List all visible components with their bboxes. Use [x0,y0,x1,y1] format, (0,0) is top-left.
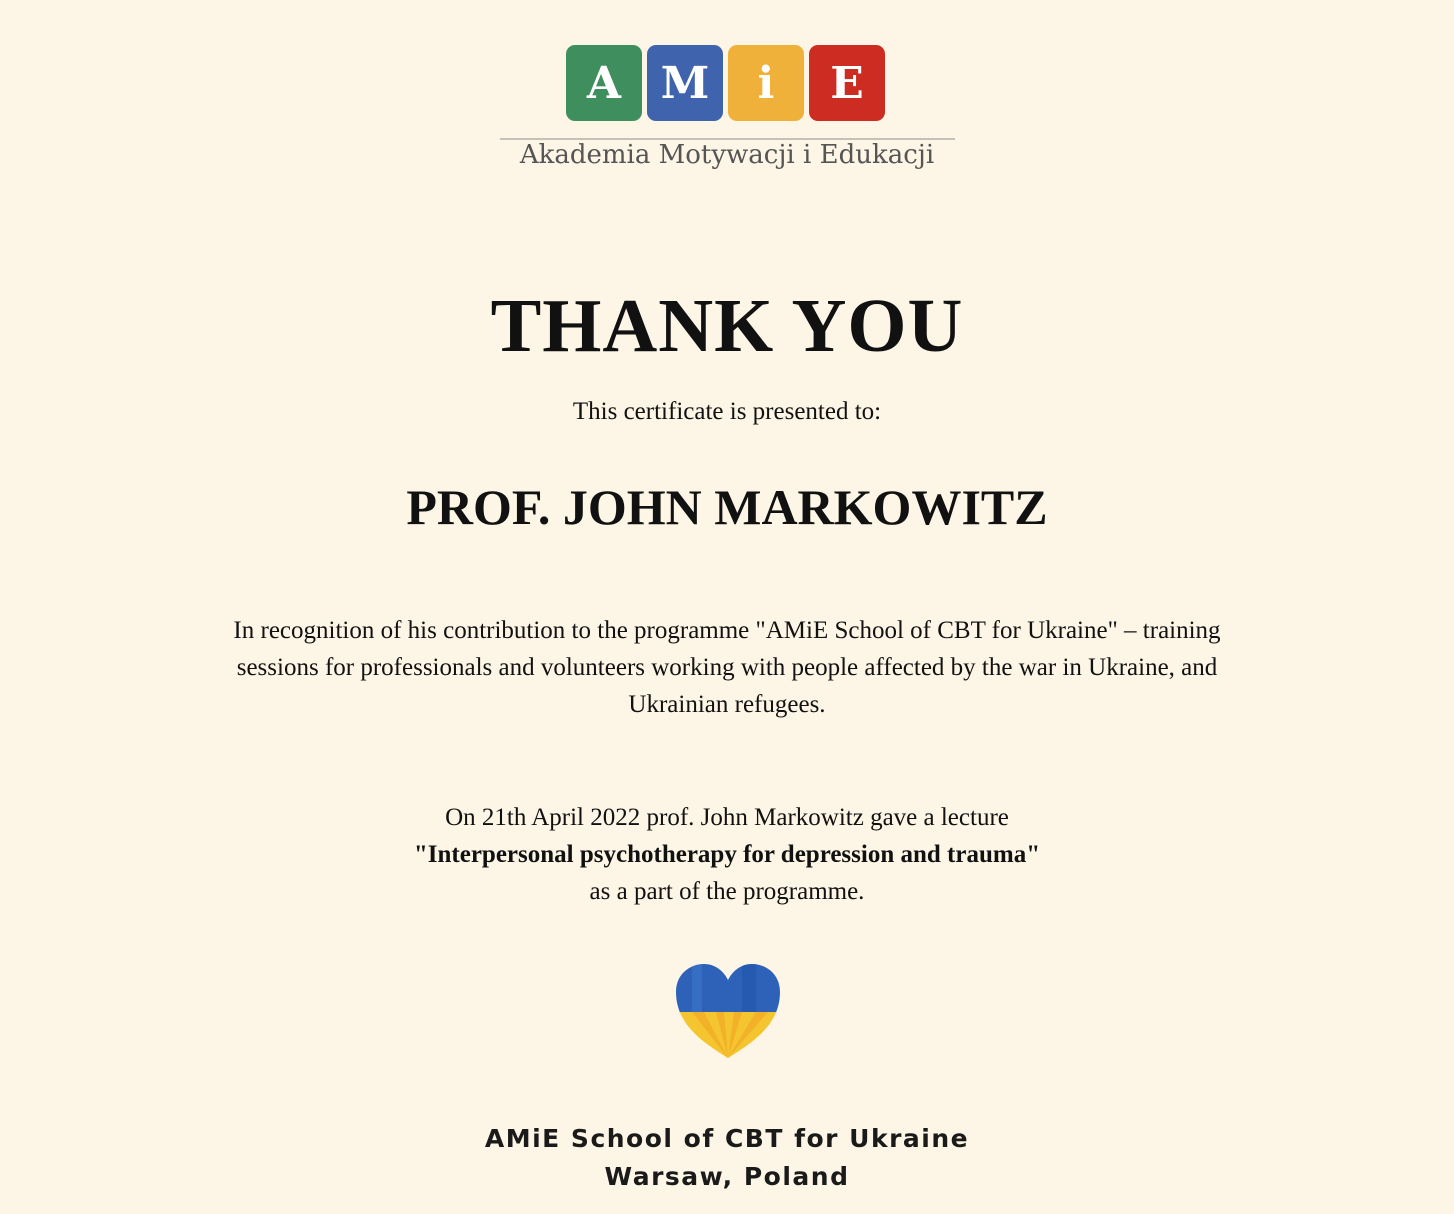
logo-tile-a: A [566,45,642,121]
logo-tile-i: i [728,45,804,121]
presented-to-text: This certificate is presented to: [572,398,882,425]
lecture-date-text: On 21th April 2022 prof. John Markowitz gave a lecture [445,804,1009,831]
lecture-block [0,799,1454,910]
lecture-context-text: as a part of the programme. [589,878,865,905]
footer-location: Warsaw, Poland [604,1162,850,1191]
amie-logo [566,45,885,121]
logo-tagline: Akademia Motywacji i Edukacji [519,140,935,170]
lecture-title: "Interpersonal psychotherapy for depression and trauma" [413,841,1041,868]
footer-school: AMiE School of CBT for Ukraine [484,1124,970,1153]
logo-tile-m: M [647,45,723,121]
ukraine-heart-icon [672,962,784,1062]
footer [0,1120,1454,1196]
recognition-text: In recognition of his contribution to the programme "AMiE School of CBT for Ukraine" – training sessions for professionals and volunteers working with people affected by the war in Ukraine, and Ukrainian refugees. [233,617,1221,718]
recipient-name: PROF. JOHN MARKOWITZ [406,479,1048,535]
certificate-title: THANK YOU [490,284,964,368]
logo-tile-e: E [809,45,885,121]
